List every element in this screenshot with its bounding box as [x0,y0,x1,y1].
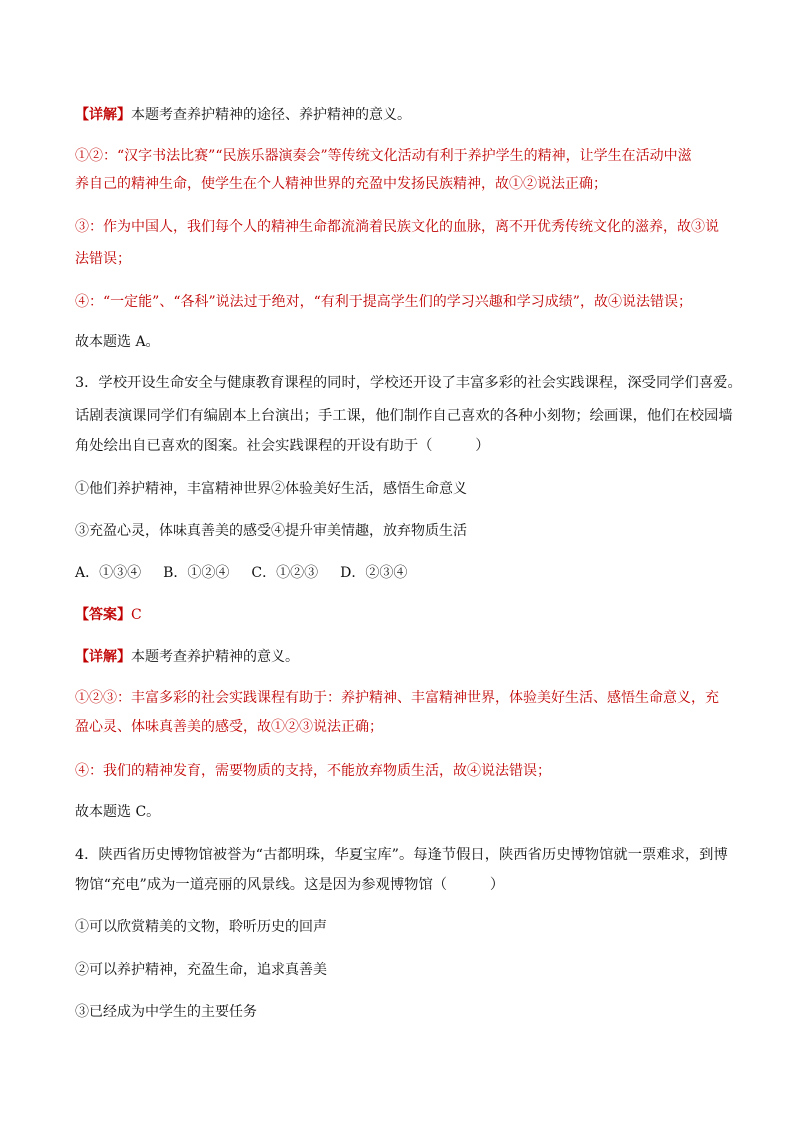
option-c: C．①②③ [251,565,319,581]
question-3-stem: 话剧表演课同学们有编剧本上台演出；手工课，他们制作自己喜欢的各种小刻物；绘画课，他们在校园墙 [75,408,733,424]
explanation-tag: 【详解】 [75,649,131,665]
question-3-options [75,564,735,582]
conclusion-line: 故本题选 A。 [75,334,160,350]
explanation-tag: 【详解】 [75,107,131,123]
analysis-line: ④：我们的精神发育，需要物质的支持，不能放弃物质生活，故④说法错误； [75,763,551,779]
analysis-line: ③：作为中国人，我们每个人的精神生命都流淌着民族文化的血脉，离不开优秀传统文化的滋养，故③说 [75,219,719,235]
question-3-choice-line: ①他们养护精神，丰富精神世界②体验美好生活，感悟生命意义 [75,481,467,497]
explanation-header-2 [75,648,735,666]
question-3-stem: 3．学校开设生命安全与健康教育课程的同时，学校还开设了丰富多彩的社会实践课程，深受同学们喜爱。 [75,375,742,391]
question-4-choice-line: ③已经成为中学生的主要任务 [75,1004,257,1020]
question-4-choice-line: ①可以欣赏精美的文物，聆听历史的回声 [75,919,327,935]
explanation-text: 本题考查养护精神的意义。 [131,649,299,665]
option-b: B．①②④ [163,565,230,581]
answer-value: C [131,607,142,623]
analysis-line: ④：“一定能”、“各科”说法过于绝对，“有利于提高学生们的学习兴趣和学习成绩”，故④说法错误； [75,294,692,310]
option-d: D．②③④ [340,565,408,581]
explanation-header-1 [75,106,735,124]
analysis-line: ①②：“汉字书法比赛”“民族乐器演奏会”等传统文化活动有利于养护学生的精神，让学生在活动中滋 [75,148,692,164]
analysis-line: 法错误； [75,251,131,267]
answer-tag: 【答案】 [75,607,131,623]
question-4-stem: 物馆“充电”成为一道亮丽的风景线。这是因为参观博物馆（ ） [75,877,505,893]
answer-line [75,606,735,624]
option-a: A．①③④ [75,565,142,581]
analysis-line: 盈心灵、体味真善美的感受，故①②③说法正确； [75,719,383,735]
question-4-stem: 4．陕西省历史博物馆被誉为“古都明珠，华夏宝库”。每逢节假日，陕西省历史博物馆就一票难求，到博 [75,847,728,863]
explanation-text: 本题考查养护精神的途径、养护精神的意义。 [131,107,411,123]
analysis-line: 养自己的精神生命，使学生在个人精神世界的充盈中发扬民族精神，故①②说法正确； [75,176,607,192]
conclusion-line: 故本题选 C。 [75,804,161,820]
analysis-line: ①②③：丰富多彩的社会实践课程有助于：养护精神、丰富精神世界，体验美好生活、感悟生命意义，充 [75,690,719,706]
question-4-choice-line: ②可以养护精神，充盈生命，追求真善美 [75,962,327,978]
question-3-choice-line: ③充盈心灵，体味真善美的感受④提升审美情趣，放弃物质生活 [75,523,467,539]
question-3-stem: 角处绘出自已喜欢的图案。社会实践课程的开设有助于（ ） [75,438,490,454]
